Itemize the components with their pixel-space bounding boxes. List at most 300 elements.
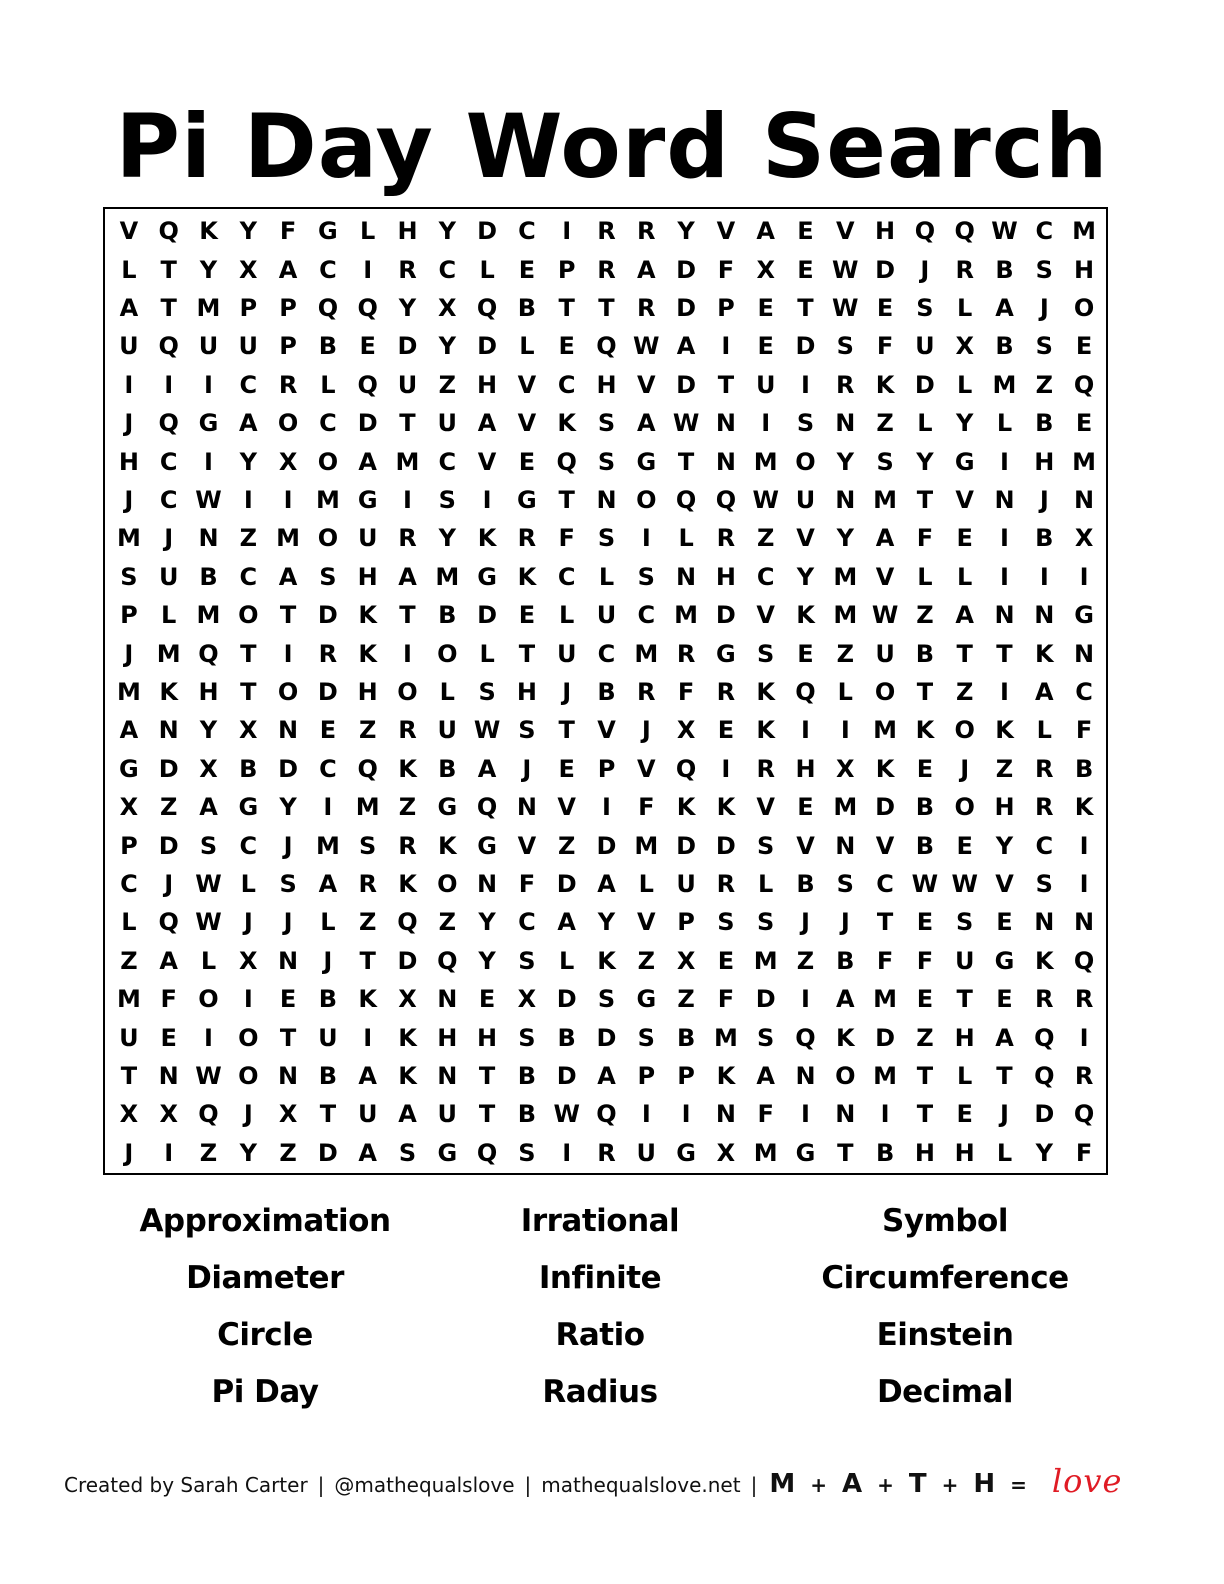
grid-letter: G bbox=[238, 793, 259, 822]
grid-letter: T bbox=[558, 293, 575, 322]
grid-letter: C bbox=[756, 562, 775, 591]
grid-letter: A bbox=[159, 946, 178, 975]
grid-letter: F bbox=[717, 985, 735, 1014]
grid-letter: N bbox=[596, 485, 617, 514]
grid-letter: E bbox=[797, 639, 814, 668]
grid-letter: D bbox=[676, 255, 697, 284]
grid-letter: Q bbox=[158, 217, 179, 246]
grid-letter: F bbox=[757, 1100, 774, 1129]
grid-letter: I bbox=[602, 793, 611, 822]
grid-letter: Y bbox=[239, 217, 257, 246]
grid-letter: Z bbox=[1035, 370, 1053, 399]
grid-letter: A bbox=[995, 1023, 1014, 1052]
grid-letter: M bbox=[992, 370, 1017, 399]
grid-letter: R bbox=[716, 524, 736, 553]
grid-letter: Y bbox=[279, 793, 297, 822]
grid-letter: N bbox=[676, 562, 697, 591]
grid-letter: I bbox=[1000, 447, 1009, 476]
grid-letter: L bbox=[121, 255, 137, 284]
grid-letter: E bbox=[916, 908, 934, 937]
grid-letter: C bbox=[1035, 831, 1054, 860]
grid-letter: K bbox=[557, 409, 576, 438]
grid-letter: E bbox=[996, 908, 1013, 937]
grid-letter: G bbox=[357, 485, 378, 514]
grid-letter: Q bbox=[357, 754, 378, 783]
grid-letter: M bbox=[873, 985, 898, 1014]
grid-letter: K bbox=[398, 1023, 417, 1052]
grid-letter: A bbox=[756, 217, 775, 246]
grid-letter: D bbox=[676, 831, 697, 860]
grid-letter: U bbox=[437, 1100, 458, 1129]
grid-letter: P bbox=[120, 831, 138, 860]
grid-letter: M bbox=[1072, 447, 1097, 476]
grid-letter: M bbox=[435, 562, 460, 591]
grid-letter: N bbox=[835, 485, 856, 514]
grid-letter: P bbox=[120, 601, 138, 630]
grid-letter: H bbox=[596, 370, 617, 399]
grid-letter: I bbox=[164, 1138, 174, 1167]
grid-letter: T bbox=[797, 293, 814, 322]
grid-letter: P bbox=[677, 908, 695, 937]
grid-letter: Z bbox=[438, 908, 456, 937]
grid-letter: K bbox=[915, 716, 935, 745]
grid-letter: A bbox=[477, 754, 497, 783]
grid-letter: E bbox=[797, 217, 814, 246]
grid-letter: L bbox=[837, 677, 853, 706]
grid-letter: G bbox=[198, 409, 219, 438]
grid-letter: B bbox=[1035, 409, 1054, 438]
grid-letter: H bbox=[397, 217, 418, 246]
grid-letter: W bbox=[832, 293, 859, 322]
grid-letter: K bbox=[159, 677, 178, 706]
grid-letter: I bbox=[641, 524, 651, 553]
grid-letter: M bbox=[315, 831, 340, 860]
grid-letter: E bbox=[1075, 332, 1093, 361]
grid-letter: R bbox=[836, 370, 855, 399]
grid-letter: K bbox=[1034, 639, 1054, 668]
grid-letter: U bbox=[119, 332, 139, 361]
grid-letter: S bbox=[836, 332, 854, 361]
grid-letter: S bbox=[518, 1138, 536, 1167]
grid-letter: T bbox=[916, 677, 934, 706]
grid-letter: H bbox=[1074, 255, 1095, 284]
grid-letter: A bbox=[398, 562, 417, 591]
grid-letter: M bbox=[873, 716, 898, 745]
grid-letter: E bbox=[279, 985, 297, 1014]
grid-letter: R bbox=[597, 1138, 616, 1167]
grid-letter: E bbox=[1075, 409, 1093, 438]
grid-letter: Q bbox=[954, 217, 975, 246]
grid-letter: D bbox=[755, 985, 776, 1014]
grid-letter: G bbox=[636, 447, 657, 476]
grid-letter: R bbox=[756, 754, 775, 783]
grid-letter: D bbox=[158, 754, 179, 783]
grid-letter: I bbox=[721, 332, 731, 361]
grid-letter: J bbox=[801, 908, 810, 937]
grid-letter: V bbox=[716, 217, 736, 246]
grid-letter: S bbox=[637, 1023, 655, 1052]
grid-letter: T bbox=[876, 908, 894, 937]
grid-letter: N bbox=[516, 793, 537, 822]
grid-letter: E bbox=[518, 447, 536, 476]
grid-letter: F bbox=[677, 677, 695, 706]
grid-letter: C bbox=[239, 562, 258, 591]
grid-letter: B bbox=[318, 1061, 338, 1090]
grid-letter: C bbox=[319, 754, 337, 783]
grid-letter: I bbox=[243, 985, 253, 1014]
grid-letter: I bbox=[1000, 562, 1009, 591]
grid-letter: K bbox=[995, 716, 1014, 745]
grid-letter: K bbox=[1074, 793, 1094, 822]
grid-letter: H bbox=[914, 1138, 935, 1167]
grid-letter: J bbox=[641, 716, 651, 745]
grid-letter: R bbox=[597, 255, 616, 284]
grid-letter: H bbox=[357, 562, 378, 591]
grid-letter: C bbox=[876, 869, 894, 898]
grid-letter: X bbox=[119, 1100, 139, 1129]
grid-letter: I bbox=[801, 1100, 810, 1129]
footer-handle: @mathequalslove bbox=[334, 1473, 515, 1497]
grid-letter: S bbox=[319, 562, 337, 591]
grid-letter: J bbox=[164, 869, 174, 898]
grid-letter: D bbox=[676, 370, 697, 399]
grid-letter: N bbox=[198, 524, 219, 553]
grid-letter: K bbox=[358, 639, 377, 668]
grid-letter: O bbox=[954, 716, 975, 745]
grid-letter: L bbox=[360, 217, 376, 246]
grid-letter: T bbox=[916, 1061, 934, 1090]
grid-letter: C bbox=[438, 255, 457, 284]
grid-letter: Q bbox=[437, 946, 458, 975]
grid-letter: Q bbox=[158, 409, 179, 438]
grid-letter: D bbox=[477, 217, 498, 246]
grid-letter: M bbox=[753, 946, 778, 975]
grid-letter: Q bbox=[158, 332, 179, 361]
grid-letter: E bbox=[956, 524, 973, 553]
grid-letter: Z bbox=[796, 946, 815, 975]
grid-letter: P bbox=[597, 754, 616, 783]
grid-letter: Z bbox=[199, 1138, 218, 1167]
grid-letter: Y bbox=[1035, 1138, 1053, 1167]
grid-letter: T bbox=[478, 1061, 496, 1090]
grid-letter: N bbox=[1074, 908, 1095, 937]
grid-letter: M bbox=[833, 793, 858, 822]
grid-letter: J bbox=[323, 946, 333, 975]
grid-letter: D bbox=[477, 601, 498, 630]
grid-letter: B bbox=[318, 985, 338, 1014]
grid-letter: G bbox=[716, 639, 736, 668]
grid-letter: B bbox=[676, 1023, 696, 1052]
footer-separator: | bbox=[750, 1473, 758, 1497]
grid-letter: W bbox=[195, 485, 222, 514]
grid-letter: M bbox=[156, 639, 181, 668]
grid-letter: B bbox=[517, 1100, 537, 1129]
grid-letter: J bbox=[1039, 485, 1049, 514]
grid-letter: H bbox=[477, 1023, 498, 1052]
grid-letter: D bbox=[715, 831, 736, 860]
grid-letter: F bbox=[558, 524, 575, 553]
slogan-letter-m: M bbox=[769, 1469, 797, 1499]
grid-letter: L bbox=[519, 332, 535, 361]
grid-letter: M bbox=[355, 793, 380, 822]
grid-letter: A bbox=[358, 1138, 377, 1167]
grid-letter: V bbox=[637, 908, 656, 937]
grid-letter: L bbox=[598, 562, 615, 591]
grid-letter: Q bbox=[556, 447, 577, 476]
grid-letter: J bbox=[1000, 1100, 1009, 1129]
grid-letter: L bbox=[479, 639, 495, 668]
grid-letter: Y bbox=[438, 332, 456, 361]
grid-letter: Q bbox=[1034, 1061, 1055, 1090]
grid-letter: M bbox=[674, 601, 699, 630]
grid-letter: B bbox=[318, 332, 338, 361]
grid-letter: Q bbox=[317, 293, 339, 322]
grid-letter: K bbox=[676, 793, 696, 822]
grid-letter: G bbox=[795, 1138, 816, 1167]
grid-letter: Q bbox=[795, 1023, 816, 1052]
grid-letter: D bbox=[914, 370, 935, 399]
grid-letter: J bbox=[1039, 293, 1049, 322]
grid-letter: R bbox=[517, 524, 537, 553]
grid-letter: A bbox=[756, 1061, 775, 1090]
grid-letter: Z bbox=[955, 677, 974, 706]
slogan-plus: + bbox=[877, 1473, 895, 1497]
grid-letter: S bbox=[597, 447, 616, 476]
grid-letter: T bbox=[956, 639, 973, 668]
grid-letter: L bbox=[479, 255, 495, 284]
grid-letter: B bbox=[199, 562, 218, 591]
grid-letter: D bbox=[556, 1061, 577, 1090]
grid-letter: K bbox=[756, 677, 775, 706]
grid-letter: L bbox=[917, 409, 933, 438]
grid-letter: M bbox=[276, 524, 301, 553]
grid-letter: M bbox=[873, 1061, 898, 1090]
grid-letter: S bbox=[637, 562, 655, 591]
grid-letter: S bbox=[796, 409, 815, 438]
grid-letter: Z bbox=[358, 716, 377, 745]
grid-letter: T bbox=[399, 409, 416, 438]
grid-letter: D bbox=[795, 332, 816, 361]
grid-letter: Q bbox=[357, 370, 378, 399]
grid-letter: G bbox=[437, 1138, 458, 1167]
footer bbox=[64, 1462, 1122, 1500]
grid-letter: A bbox=[318, 869, 338, 898]
grid-letter: U bbox=[755, 370, 776, 399]
grid-letter: I bbox=[124, 370, 134, 399]
grid-letter: R bbox=[955, 255, 974, 284]
grid-letter: H bbox=[477, 370, 498, 399]
grid-letter: S bbox=[398, 1138, 417, 1167]
grid-letter: O bbox=[835, 1061, 856, 1090]
grid-letter: T bbox=[160, 255, 177, 284]
grid-letter: S bbox=[1035, 869, 1053, 898]
grid-letter: K bbox=[875, 754, 895, 783]
grid-letter: I bbox=[801, 716, 810, 745]
grid-letter: Q bbox=[1073, 946, 1095, 975]
grid-letter: E bbox=[359, 332, 376, 361]
grid-letter: N bbox=[158, 1061, 179, 1090]
grid-letter: B bbox=[438, 601, 457, 630]
grid-letter: E bbox=[558, 754, 575, 783]
grid-letter: P bbox=[637, 1061, 656, 1090]
grid-letter: V bbox=[637, 754, 656, 783]
grid-letter: C bbox=[120, 869, 138, 898]
grid-letter: V bbox=[955, 485, 974, 514]
grid-letter: S bbox=[597, 409, 616, 438]
grid-letter: A bbox=[836, 985, 855, 1014]
grid-letter: V bbox=[875, 831, 895, 860]
grid-letter: K bbox=[477, 524, 497, 553]
grid-letter: Y bbox=[478, 908, 496, 937]
grid-letter: X bbox=[199, 754, 218, 783]
grid-letter: M bbox=[634, 831, 659, 860]
slogan-plus: + bbox=[810, 1473, 828, 1497]
grid-letter: X bbox=[239, 255, 258, 284]
grid-letter: I bbox=[761, 409, 771, 438]
grid-letter: L bbox=[996, 409, 1013, 438]
grid-letter: W bbox=[553, 1100, 580, 1129]
grid-letter: Y bbox=[796, 562, 815, 591]
grid-letter: S bbox=[836, 869, 854, 898]
grid-letter: E bbox=[757, 293, 774, 322]
grid-letter: J bbox=[840, 908, 850, 937]
grid-letter: V bbox=[796, 831, 815, 860]
grid-letter: K bbox=[875, 370, 895, 399]
grid-letter: Q bbox=[476, 1138, 498, 1167]
footer-separator: | bbox=[317, 1473, 325, 1497]
grid-letter: X bbox=[676, 716, 696, 745]
grid-letter: D bbox=[357, 409, 378, 438]
grid-letter: C bbox=[159, 447, 178, 476]
grid-letter: A bbox=[597, 1061, 616, 1090]
grid-letter: X bbox=[119, 793, 139, 822]
grid-letter: L bbox=[161, 601, 177, 630]
grid-letter: D bbox=[477, 332, 498, 361]
grid-letter: Y bbox=[239, 1138, 257, 1167]
slogan-plus: + bbox=[941, 1473, 960, 1497]
grid-letter: U bbox=[357, 524, 378, 553]
grid-letter: Y bbox=[995, 831, 1014, 860]
grid-letter: Y bbox=[677, 217, 695, 246]
grid-letter: Z bbox=[438, 370, 456, 399]
grid-letter: V bbox=[637, 370, 656, 399]
grid-letter: A bbox=[597, 869, 616, 898]
grid-letter: T bbox=[996, 639, 1013, 668]
grid-letter: K bbox=[756, 716, 775, 745]
grid-letter: S bbox=[478, 677, 496, 706]
grid-letter: T bbox=[558, 716, 575, 745]
word-list-item: Infinite bbox=[538, 1260, 662, 1296]
grid-letter: Q bbox=[795, 677, 816, 706]
grid-letter: U bbox=[158, 562, 179, 591]
grid-letter: A bbox=[358, 1061, 377, 1090]
grid-letter: I bbox=[363, 1023, 373, 1052]
grid-letter: H bbox=[715, 562, 736, 591]
grid-letter: U bbox=[795, 485, 816, 514]
grid-letter: C bbox=[1075, 677, 1093, 706]
grid-letter: E bbox=[956, 831, 973, 860]
grid-letter: M bbox=[196, 601, 221, 630]
grid-letter: L bbox=[758, 869, 774, 898]
grid-letter: I bbox=[283, 485, 293, 514]
slogan-letter-t: T bbox=[908, 1469, 928, 1499]
grid-letter: Q bbox=[158, 908, 179, 937]
grid-letter: N bbox=[278, 1061, 299, 1090]
grid-letter: A bbox=[278, 255, 298, 284]
grid-letter: R bbox=[1074, 985, 1094, 1014]
grid-letter: Y bbox=[836, 447, 854, 476]
grid-letter: U bbox=[915, 332, 935, 361]
grid-letter: K bbox=[358, 985, 377, 1014]
grid-letter: H bbox=[437, 1023, 458, 1052]
grid-letter: J bbox=[124, 1138, 134, 1167]
grid-letter: A bbox=[676, 332, 696, 361]
grid-letter: T bbox=[359, 946, 376, 975]
grid-letter: V bbox=[756, 601, 775, 630]
grid-letter: O bbox=[795, 447, 816, 476]
grid-letter: I bbox=[721, 754, 731, 783]
grid-letter: N bbox=[1034, 908, 1055, 937]
grid-letter: N bbox=[715, 447, 736, 476]
grid-letter: M bbox=[315, 485, 340, 514]
grid-letter: S bbox=[597, 985, 616, 1014]
grid-letter: R bbox=[398, 255, 417, 284]
grid-letter: H bbox=[357, 677, 378, 706]
grid-letter: I bbox=[204, 447, 213, 476]
grid-letter: M bbox=[116, 677, 141, 706]
grid-letter: J bbox=[960, 754, 970, 783]
grid-letter: R bbox=[676, 639, 696, 668]
grid-letter: S bbox=[956, 908, 974, 937]
grid-letter: F bbox=[717, 255, 735, 284]
grid-letter: O bbox=[238, 1023, 259, 1052]
grid-letter: D bbox=[556, 869, 577, 898]
grid-letter: U bbox=[318, 1023, 338, 1052]
grid-letter: J bbox=[283, 831, 293, 860]
grid-letter: M bbox=[116, 985, 141, 1014]
grid-letter: N bbox=[835, 409, 856, 438]
grid-letter: N bbox=[1074, 485, 1095, 514]
grid-letter: M bbox=[713, 1023, 738, 1052]
grid-letter: Y bbox=[239, 447, 257, 476]
grid-letter: L bbox=[439, 677, 455, 706]
word-list-item: Einstein bbox=[876, 1317, 1014, 1353]
grid-letter: X bbox=[676, 946, 696, 975]
grid-letter: L bbox=[559, 601, 575, 630]
grid-letter: Q bbox=[715, 485, 737, 514]
page-title: Pi Day Word Search bbox=[115, 95, 1109, 198]
grid-letter: O bbox=[954, 793, 975, 822]
grid-letter: D bbox=[676, 293, 697, 322]
grid-letter: I bbox=[204, 1023, 213, 1052]
grid-letter: V bbox=[756, 793, 775, 822]
grid-letter: I bbox=[681, 1100, 691, 1129]
grid-letter: K bbox=[716, 1061, 736, 1090]
grid-letter: K bbox=[597, 946, 616, 975]
grid-letter: C bbox=[518, 217, 536, 246]
grid-letter: R bbox=[1074, 1061, 1094, 1090]
grid-letter: I bbox=[1079, 562, 1089, 591]
grid-letter: S bbox=[279, 869, 297, 898]
grid-letter: V bbox=[796, 524, 815, 553]
grid-letter: T bbox=[478, 1100, 496, 1129]
grid-letter: A bbox=[398, 1100, 417, 1129]
grid-letter: Z bbox=[677, 985, 695, 1014]
grid-letter: K bbox=[437, 831, 457, 860]
grid-letter: I bbox=[164, 370, 174, 399]
grid-letter: R bbox=[716, 677, 736, 706]
grid-letter: S bbox=[199, 831, 218, 860]
